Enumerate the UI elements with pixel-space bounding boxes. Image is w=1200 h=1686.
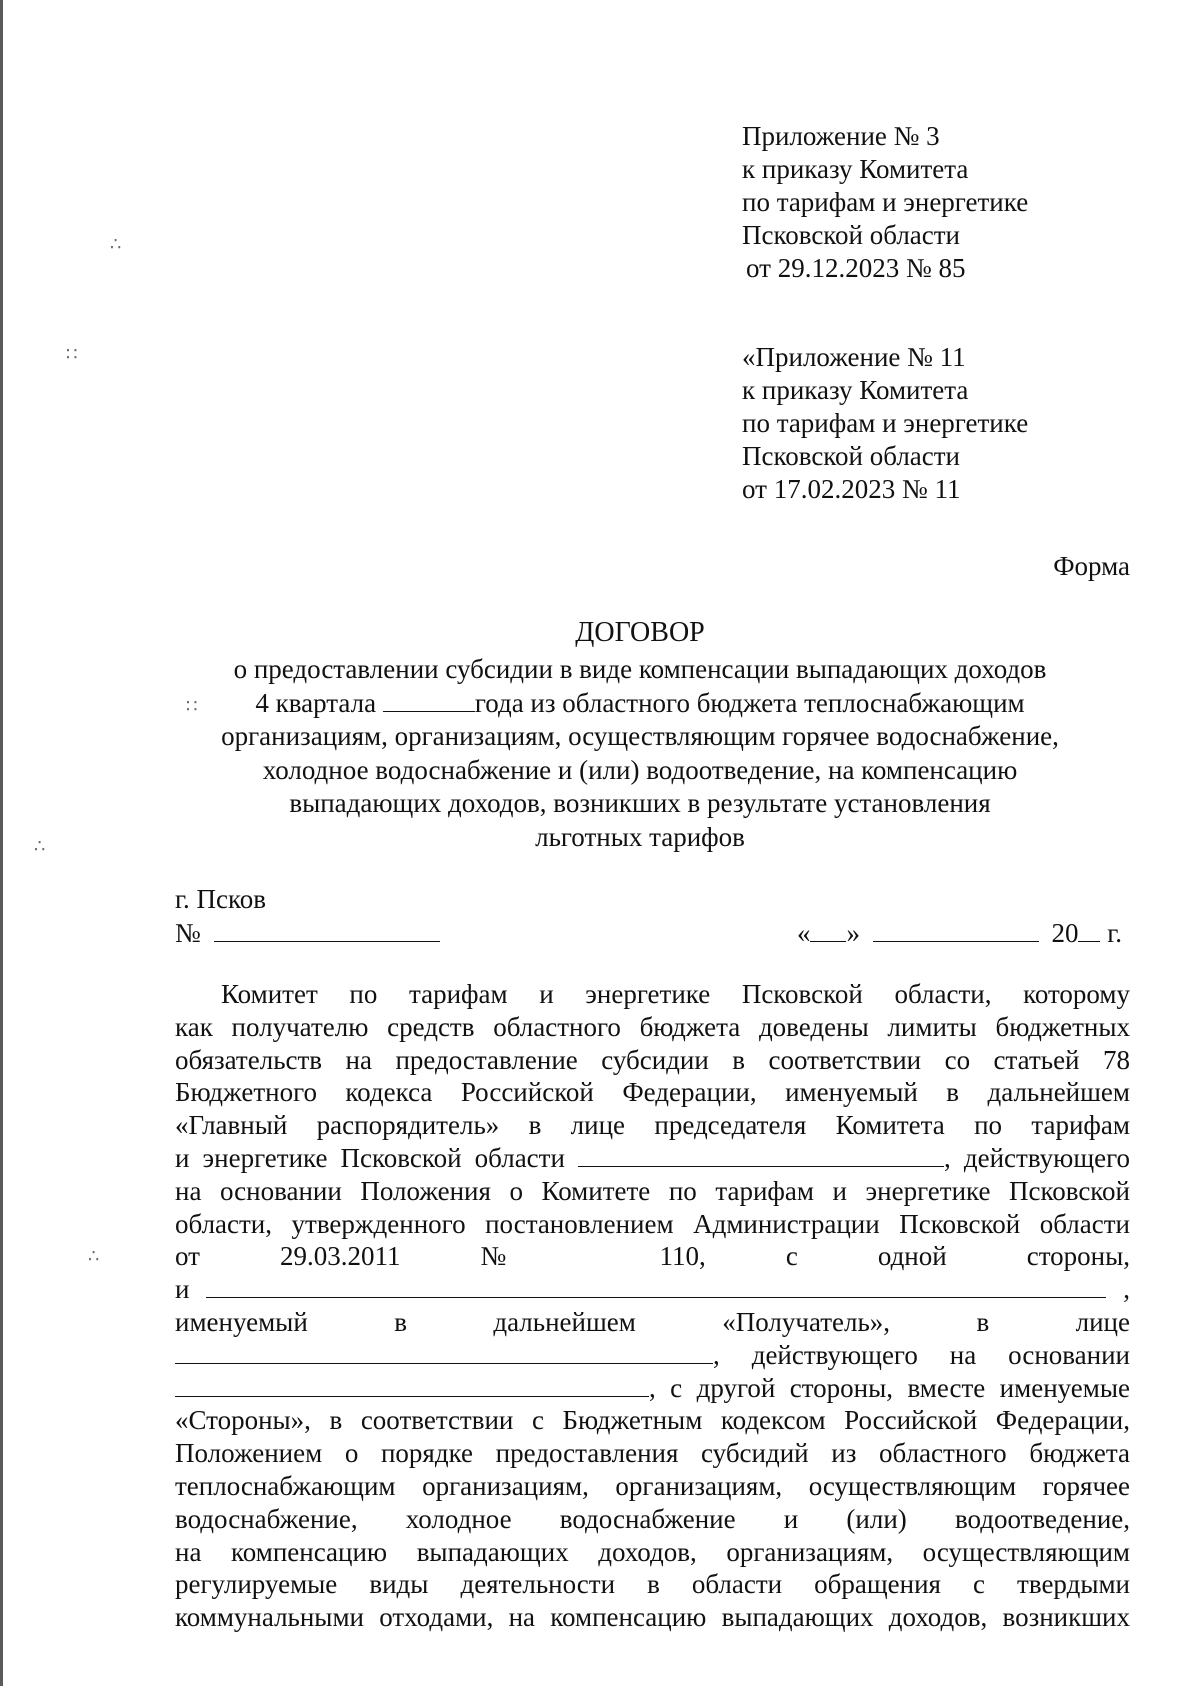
recipient-representative-blank[interactable] bbox=[175, 1341, 713, 1364]
document-title-block bbox=[175, 615, 1105, 855]
scan-speck: ∴ bbox=[110, 234, 122, 255]
body-text: , действующего bbox=[944, 1142, 1130, 1173]
contract-number-date-row bbox=[175, 916, 1130, 950]
body-line: «Главный распорядитель» в лице председателя Комитета по тарифам bbox=[175, 1110, 1130, 1141]
contract-number-blank[interactable] bbox=[214, 917, 440, 942]
body-line bbox=[175, 1142, 1130, 1175]
approval-line: от 29.12.2023 № 85 bbox=[746, 253, 966, 283]
body-line: Комитет по тарифам и энергетике Псковской области, которому bbox=[221, 979, 1130, 1009]
month-blank[interactable] bbox=[873, 917, 1039, 942]
scan-speck: ∷ bbox=[66, 344, 78, 365]
subtitle-line: льготных тарифов bbox=[535, 821, 745, 852]
approval-line: по тарифам и энергетике bbox=[742, 187, 1029, 217]
scan-speck: ∷ bbox=[186, 696, 198, 717]
approval-line: к приказу Комитета bbox=[742, 154, 969, 184]
form-label: Форма bbox=[1053, 551, 1130, 581]
scan-speck: ∴ bbox=[88, 1246, 100, 1267]
subtitle-line: о предоставлении субсидии в виде компенсации выпадающих доходов bbox=[233, 654, 1047, 684]
body-text: , действующего на основании bbox=[713, 1339, 1130, 1370]
subtitle-text: года из областного бюджета теплоснабжающим bbox=[474, 687, 1025, 718]
body-line bbox=[175, 1339, 1130, 1372]
scan-speck: ∴ bbox=[34, 836, 46, 857]
body-line: «Стороны», в соответствии с Бюджетным кодексом Российской Федерации, bbox=[175, 1405, 1130, 1436]
body-line: Положением о порядке предоставления субсидий из областного бюджета bbox=[175, 1438, 1130, 1469]
year-suffix-blank[interactable] bbox=[1078, 917, 1100, 942]
year-blank[interactable] bbox=[383, 687, 475, 712]
recipient-basis-blank[interactable] bbox=[175, 1374, 649, 1397]
body-line bbox=[175, 1372, 1130, 1405]
body-line: Бюджетного кодекса Российской Федерации, именуемый в дальнейшем bbox=[175, 1077, 1130, 1108]
approval-block-current bbox=[742, 120, 1028, 285]
approval-line: Приложение № 3 bbox=[742, 121, 940, 151]
body-line bbox=[175, 1273, 1130, 1306]
date-open-quote: « bbox=[796, 918, 811, 948]
contract-preamble bbox=[175, 978, 1130, 1634]
body-text: и энергетике Псковской области bbox=[175, 1142, 565, 1173]
body-line: на компенсацию выпадающих доходов, организациям, осуществляющим bbox=[175, 1536, 1130, 1567]
body-line: именуемый в дальнейшем «Получатель», в лице bbox=[175, 1306, 1130, 1337]
body-line: на основании Положения о Комитете по тарифам и энергетике Псковской bbox=[175, 1175, 1130, 1206]
year-prefix: 20 bbox=[1051, 918, 1079, 948]
approval-line: по тарифам и энергетике bbox=[742, 408, 1029, 438]
body-line: области, утвержденного постановлением Администрации Псковской области bbox=[175, 1208, 1130, 1239]
subtitle-line: организациям, организациям, осуществляющим горячее водоснабжение, bbox=[221, 721, 1059, 752]
body-line: регулируемые виды деятельности в области обращения с твердыми bbox=[175, 1569, 1130, 1600]
year-label: г. bbox=[1107, 918, 1122, 948]
body-line: теплоснабжающим организациям, организациям, осуществляющим горячее bbox=[175, 1470, 1130, 1501]
scan-edge bbox=[0, 0, 3, 1686]
body-line: обязательств на предоставление субсидии в соответствии со статьей 78 bbox=[175, 1044, 1130, 1075]
body-line: как получателю средств областного бюджета доведены лимиты бюджетных bbox=[175, 1011, 1130, 1042]
body-text: и bbox=[175, 1274, 190, 1305]
city: г. Псков bbox=[175, 884, 267, 914]
approval-line: «Приложение № 11 bbox=[742, 342, 966, 372]
day-blank[interactable] bbox=[810, 917, 846, 942]
number-label: № bbox=[175, 918, 201, 948]
body-line: водоснабжение, холодное водоснабжение и (или) водоотведение, bbox=[175, 1503, 1130, 1534]
date-blank-group bbox=[797, 916, 1122, 950]
body-text: , с другой стороны, вместе именуемые bbox=[649, 1372, 1130, 1403]
approval-block-original bbox=[742, 341, 1028, 506]
body-text: , bbox=[1123, 1274, 1130, 1305]
subtitle-line: выпадающих доходов, возникших в результате установления bbox=[289, 788, 991, 819]
approval-line: к приказу Комитета bbox=[742, 375, 969, 405]
subtitle-line bbox=[175, 687, 1105, 721]
date-close-quote: » bbox=[846, 918, 860, 948]
body-line: коммунальными отходами, на компенсацию выпадающих доходов, возникших bbox=[175, 1602, 1130, 1633]
document-title: ДОГОВОР bbox=[575, 617, 705, 648]
subtitle-line: холодное водоснабжение и (или) водоотведение, на компенсацию bbox=[262, 754, 1018, 785]
subtitle-text: 4 квартала bbox=[255, 687, 377, 718]
body-line: от 29.03.2011 № 110, с одной стороны, bbox=[175, 1241, 1130, 1272]
approval-line: Псковской области bbox=[742, 441, 961, 471]
approval-line: Псковской области bbox=[742, 220, 961, 250]
recipient-name-blank[interactable] bbox=[206, 1275, 1106, 1298]
chairman-name-blank[interactable] bbox=[578, 1144, 944, 1167]
approval-line: от 17.02.2023 № 11 bbox=[742, 474, 961, 504]
